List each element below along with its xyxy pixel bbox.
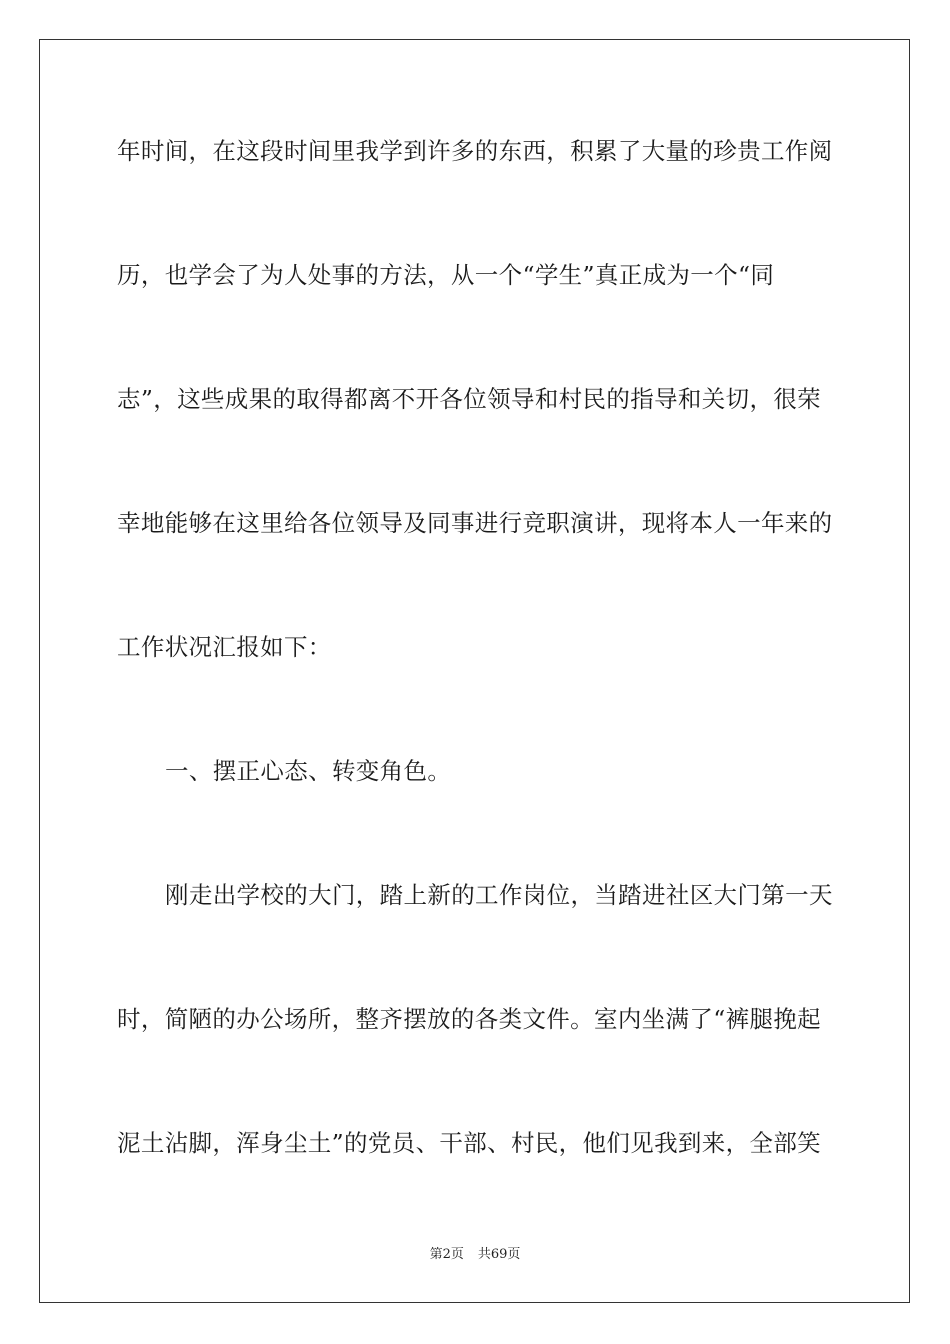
body-text-line: 幸地能够在这里给各位领导及同事进行竞职演讲，现将本人一年来的 bbox=[117, 509, 833, 537]
page-footer bbox=[0, 1246, 950, 1264]
body-text-line: 历，也学会了为人处事的方法，从一个“学生”真正成为一个“同 bbox=[117, 261, 775, 289]
body-text-line: 志”，这些成果的取得都离不开各位领导和村民的指导和关切，很荣 bbox=[117, 385, 822, 413]
section-heading: 一、摆正心态、转变角色。 bbox=[165, 757, 452, 785]
total-pages: 共69页 bbox=[477, 1247, 521, 1262]
page-number: 第2页 bbox=[429, 1247, 464, 1262]
body-text-line: 刚走出学校的大门，踏上新的工作岗位，当踏进社区大门第一天 bbox=[165, 881, 833, 909]
page-frame bbox=[39, 39, 910, 1303]
body-text-line: 年时间，在这段时间里我学到许多的东西，积累了大量的珍贵工作阅 bbox=[117, 137, 833, 165]
body-text-line: 泥土沾脚，浑身尘土”的党员、干部、村民，他们见我到来，全部笑 bbox=[117, 1129, 822, 1157]
body-text-line: 时，简陋的办公场所，整齐摆放的各类文件。室内坐满了“裤腿挽起 bbox=[117, 1005, 822, 1033]
body-text-line: 工作状况汇报如下： bbox=[117, 633, 332, 661]
